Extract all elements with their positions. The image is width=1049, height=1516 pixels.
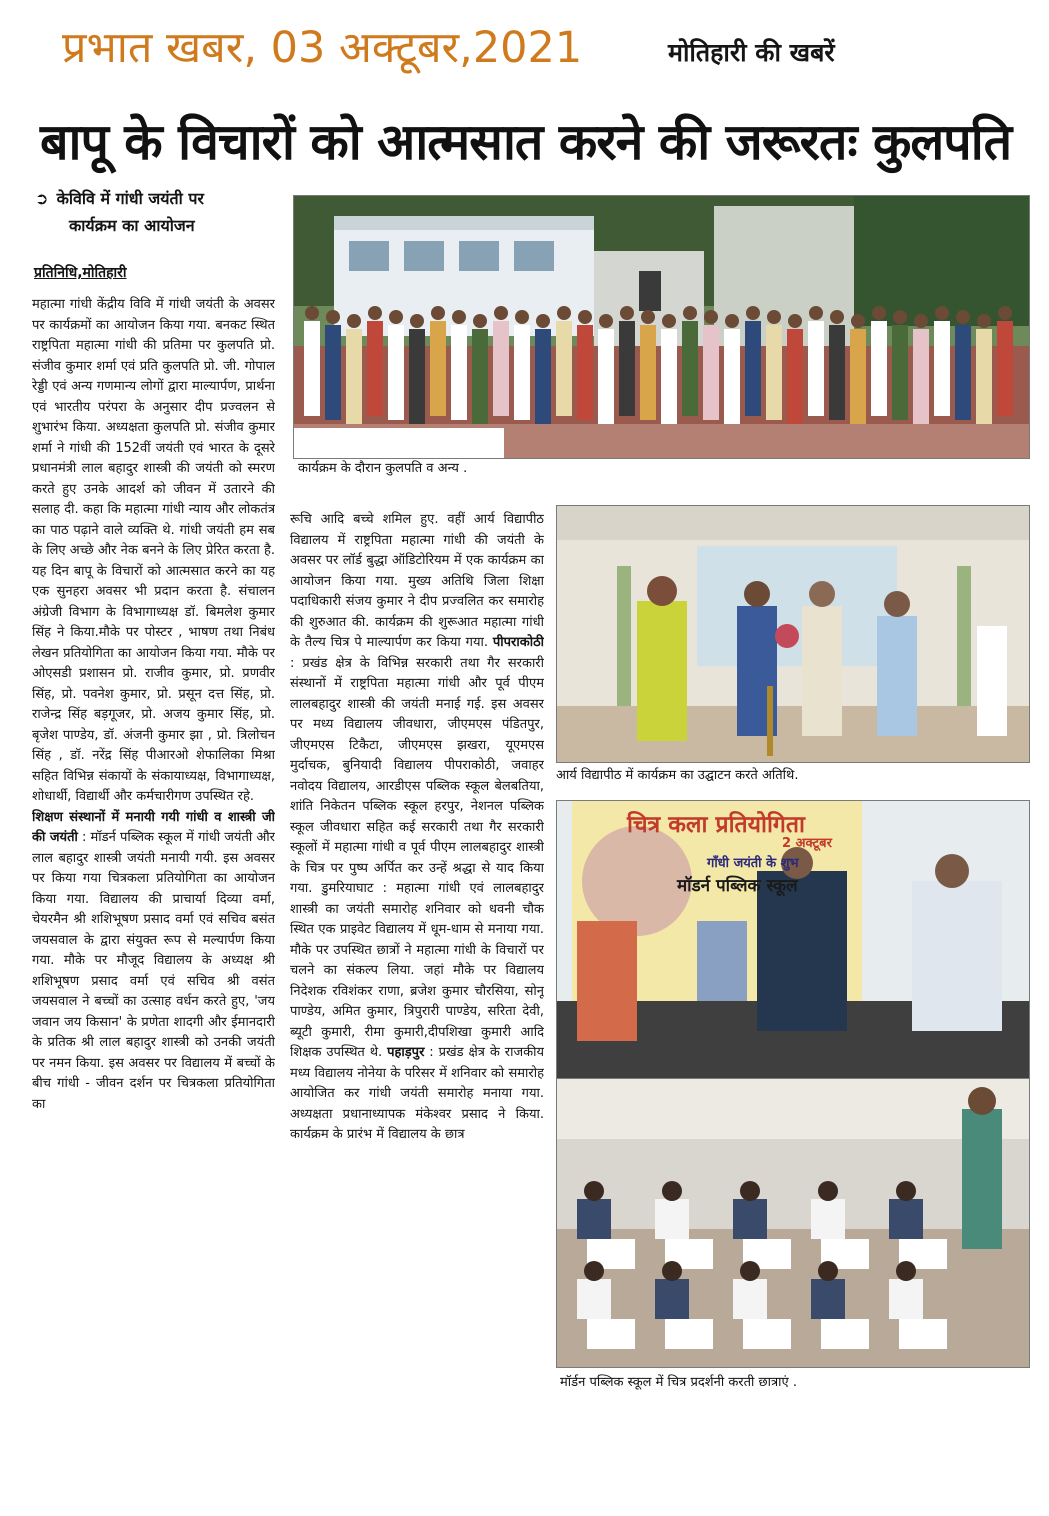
photo-caption-2: आर्य विद्यापीठ में कार्यक्रम का उद्घाटन करते अतिथि. [556,768,799,783]
drawing-sheet [821,1319,869,1349]
subhead-line1: केविवि में गांधी जयंती पर [56,189,204,208]
person-head [536,314,550,328]
student-head [740,1181,760,1201]
student-head [740,1261,760,1281]
student-head [818,1261,838,1281]
person-figure [451,325,467,420]
person-head [914,314,928,328]
student-figure [811,1199,845,1239]
student-figure [577,1279,611,1319]
person-figure [871,321,887,416]
person-head [557,306,571,320]
banner-date: 2 अक्टूबर [782,836,832,851]
photo-students-drawing [556,1078,1030,1368]
person-figure [430,321,446,416]
person-figure [514,325,530,420]
person-head [935,306,949,320]
person-head [599,314,613,328]
person-head [410,314,424,328]
person-figure [598,329,614,424]
student-head [662,1261,682,1281]
person-figure [745,321,761,416]
person-figure [535,329,551,424]
person-figure [388,325,404,420]
photo-inauguration [556,505,1030,763]
person-figure [913,329,929,424]
person-figure [409,329,425,424]
arrow-icon: ➲ [35,189,49,208]
subheading: पहाड़पुर [387,1045,425,1060]
paragraph-text: : मॉडर्न पब्लिक स्कूल में गांधी जयंती और लाल बहादुर शास्त्री जयंती मनायी गयी. इस अवसर पर किया गया चित्रकला प्रतियोगिता का आयोजन किया गया. विद्यालय की प्राचार्या दिव्या वर्मा, चेयरमैन श्री शशिभूषण प्रसाद वर्मा एवं सचिव बसंत जयसवाल के द्वारा संयुक्त रूप से मल्यार्पण किया गया. मौके पर मौजूद विद्यालय के अध्यक्ष श्री शशिभूषण प्रसाद वर्मा एवं सचिव श्री वसंत जयसवाल ने बच्चों का उत्साह वर्धन करते हुए, 'जय जवान जय किसान' के प्रणेता शादगी और ईमानदारी के प्रतिक श्री लाल बहादुर शास्त्री को उनकी जयंती पर नमन किया. इस अवसर पर विद्यालय में बच्चों के बीच गांधी - जीवन दर्शन पर चित्रकला प्रतियोगिता का [32,830,275,1112]
person-head [851,314,865,328]
person-figure [367,321,383,416]
student-figure [577,1199,611,1239]
person-head [473,314,487,328]
person-head [830,310,844,324]
person-head [893,310,907,324]
banner-school: मॉडर्न पब्लिक स्कूल [677,876,798,896]
drawing-sheet [665,1319,713,1349]
person-figure [619,321,635,416]
person-head [956,310,970,324]
person-head [347,314,361,328]
person-head [305,306,319,320]
headline: बापू के विचारों को आत्मसात करने की जरूरतः कुलपति [40,113,1012,171]
article-column-1 [32,295,275,1405]
student-head [896,1261,916,1281]
paragraph-text: : प्रखंड क्षेत्र के विभिन्न सरकारी तथा गैर सरकारी संस्थानों में राष्ट्रपिता महात्मा गांधी और पूर्व पीएम लालबहादुर शास्त्री की जयंती मनाई गई. इस अवसर पर मध्य विद्यालय जीवधारा, जीएमएस पंडितपुर, जीएमएस टिकैटा, जीएमएस झखरा, यूएमएस मुर्दाचक, बुनियादी विद्यालय पीपराकोठी, जवाहर नवोदय विद्यालय, आरडीएस पब्लिक स्कूल बेलबतिया, शांति निकेतन पब्लिक स्कूल हरपुर, नेशनल पब्लिक स्कूल जीवधारा सहित कई सरकारी तथा गैर सरकारी स्कूलों में महात्मा गांधी व पूर्व पीएम लालबहादुर शास्त्री के चित्र पर पुष्प अर्पित कर उन्हें श्रद्धा से याद किया गया. डुमरियाघाट : महात्मा गांधी एवं लालबहादुर शास्त्री का जयंती समारोह शनिवार को धवनी चौक स्थित एक प्राइवेट विद्यालय में धूम-धाम से मनाया गया. मौके पर उपस्थित छात्रों ने महात्मा गांधी के विचारों पर चलने का संकल्प लिया. जहां मौके पर विद्यालय निदेशक रविशंकर राणा, ब्रजेश कुमार चौरसिया, सोनू पाण्डेय, अमित कुमार, त्रिपुरारी पाण्डेय, सरिता देवी, ब्यूटी कुमारी, रीमा कुमारी,दीपशिखा कुमारी आदि शिक्षक उपस्थित थे. [290,655,544,1060]
person-head [452,310,466,324]
person-head [809,306,823,320]
person-head [515,310,529,324]
person-figure [640,325,656,420]
banner-line: गाँधी जयंती के शुभ [707,856,799,871]
student-head [896,1181,916,1201]
byline: प्रतिनिधि,मोतिहारी [34,265,127,281]
drawing-sheet [743,1319,791,1349]
student-figure [889,1279,923,1319]
person-figure [556,321,572,416]
person-head [704,310,718,324]
paragraph [32,808,275,1116]
person-figure [493,321,509,416]
student-head [584,1181,604,1201]
person-figure [892,325,908,420]
person-figure [934,321,950,416]
person-figure [304,321,320,416]
banner-title: चित्र कला प्रतियोगिता [627,812,805,838]
person-figure [766,325,782,420]
student-head [662,1181,682,1201]
person-figure [850,329,866,424]
paragraph-text: रूचि आदि बच्चे शमिल हुए. वहीं आर्य विद्यापीठ विद्यालय में राष्ट्रपिता महात्मा गांधी की जयंती के अवसर पर लॉर्ड बुद्धा ऑडिटोरियम में एक कार्यक्रम का आयोजन किया गया. मुख्य अतिथि जिला शिक्षा पदाधिकारी संजय कुमार ने दीप प्रज्वलित कर समारोह की शुरुआत की. कार्यक्रम की शुरूआत महात्मा गांधी के तैल्य चित्र पे माल्यार्पण कर किया गया. [290,512,544,650]
person-figure [997,321,1013,416]
person-figure [577,325,593,420]
person-figure [808,321,824,416]
person-figure [682,321,698,416]
person-head [725,314,739,328]
person-figure [346,329,362,424]
student-figure [733,1279,767,1319]
subheading: शिक्षण संस्थानों में मनायी गयी गांधी व शास्त्री जी की जयंती [32,809,275,845]
person-head [767,310,781,324]
masthead-paper-date: प्रभात खबर, 03 अक्टूबर,2021 [62,23,583,73]
subhead-line2: कार्यक्रम का आयोजन [69,216,195,235]
paragraph: महात्मा गांधी केंद्रीय विवि में गांधी जयंती के अवसर पर कार्यक्रमों का आयोजन किया गया. बनकट स्थित राष्ट्रपिता महात्मा गांधी की प्रतिमा पर कुलपति प्रो. संजीव कुमार शर्मा एवं प्रति कुलपति प्रो. जी. गोपाल रेड्डी एवं अन्य गणमान्य लोगों द्वारा माल्यार्पण, प्रार्थना एवं भारतीय परंपरा के अनुसार दीप प्रज्वलन से शुभारंभ किया. अध्यक्षता कुलपति प्रो. संजीव कुमार शर्मा ने गांधी की 152वीं जयंती एवं भारत के दूसरे प्रधानमंत्री लाल बहादुर शास्त्री की जयंती को स्मरण करते हुए उनके आदर्श को जीवन में उतारने की सलाह दी. कहा कि महात्मा गांधी न्याय और लोकतंत्र का पाठ पढ़ाने वाले व्यक्ति थे. गांधी जयंती हम सब के लिए अच्छे और नेक बनने के लिए प्रेरित करता है. यह दिन बापू के विचारों को आत्मसात करने का यह एक सुनहरा अवसर भी प्रदान करता है. संचालन अंग्रेजी विभाग के विभागाध्यक्ष डॉ. बिमलेश कुमार सिंह ने किया.मौके पर पोस्टर , भाषण तथा निबंध लेखन प्रतियोगिता का आयोजन किया गया. मौके पर ओएसडी प्रशासन प्रो. राजीव कुमार, प्रो. प्रणवीर सिंह, प्रो. पवनेश कुमार, प्रो. प्रसून दत्त सिंह, प्रो. राजेन्द्र सिंह बड़गूजर, प्रो. अजय कुमार सिंह, प्रो. बृजेश पाण्डेय, डॉ. अंजनी कुमार झा , प्रो. त्रिलोचन सिंह , डॉ. नरेंद्र सिंह पीआरओ शेफालिका मिश्रा सहित विभिन्न संकायों के संकायाध्यक्ष, विभागाध्यक्ष, शोधार्थी, विद्यार्थी और कर्मचारीगण उपस्थित रहे. [32,297,275,804]
paragraph [290,510,544,1146]
person-head [683,306,697,320]
person-figure [976,329,992,424]
person-head [746,306,760,320]
person-head [788,314,802,328]
person-head [368,306,382,320]
photo-caption-3: मॉर्डन पब्लिक स्कूल में चित्र प्रदर्शनी करती छात्राएं . [560,1375,798,1390]
person-head [389,310,403,324]
person-head [620,306,634,320]
person-head [641,310,655,324]
person-head [494,306,508,320]
student-figure [733,1199,767,1239]
student-figure [655,1199,689,1239]
person-figure [955,325,971,420]
subheading: पीपराकोठी [492,635,544,650]
person-head [872,306,886,320]
person-figure [724,329,740,424]
section-tag: मोतिहारी की खबरें [668,38,835,67]
photo-competition-banner [556,800,1030,1080]
student-figure [811,1279,845,1319]
drawing-sheet [899,1319,947,1349]
person-head [977,314,991,328]
photo-group-event [293,195,1030,459]
person-head [326,310,340,324]
person-figure [325,325,341,420]
subhead [35,185,285,239]
paragraph-text: : प्रखंड क्षेत्र के राजकीय मध्य विद्यालय नोनेया के परिसर में शनिवार को समारोह आयोजित कर गांधी जयंती समारोह मनाया गया. अध्यक्षता प्रधानाध्यापक मंकेश्वर प्रसाद ने किया. कार्यक्रम के प्रारंभ में विद्यालय के छात्र [290,1045,544,1142]
student-head [584,1261,604,1281]
article-column-2 [290,510,544,1405]
person-figure [787,329,803,424]
drawing-sheet [587,1319,635,1349]
person-head [578,310,592,324]
person-figure [829,325,845,420]
person-head [662,314,676,328]
person-figure [703,325,719,420]
person-figure [472,329,488,424]
student-head [818,1181,838,1201]
photo-caption-1: कार्यक्रम के दौरान कुलपति व अन्य . [298,461,468,476]
person-figure [661,329,677,424]
person-head [998,306,1012,320]
person-head [431,306,445,320]
student-figure [889,1199,923,1239]
student-figure [655,1279,689,1319]
